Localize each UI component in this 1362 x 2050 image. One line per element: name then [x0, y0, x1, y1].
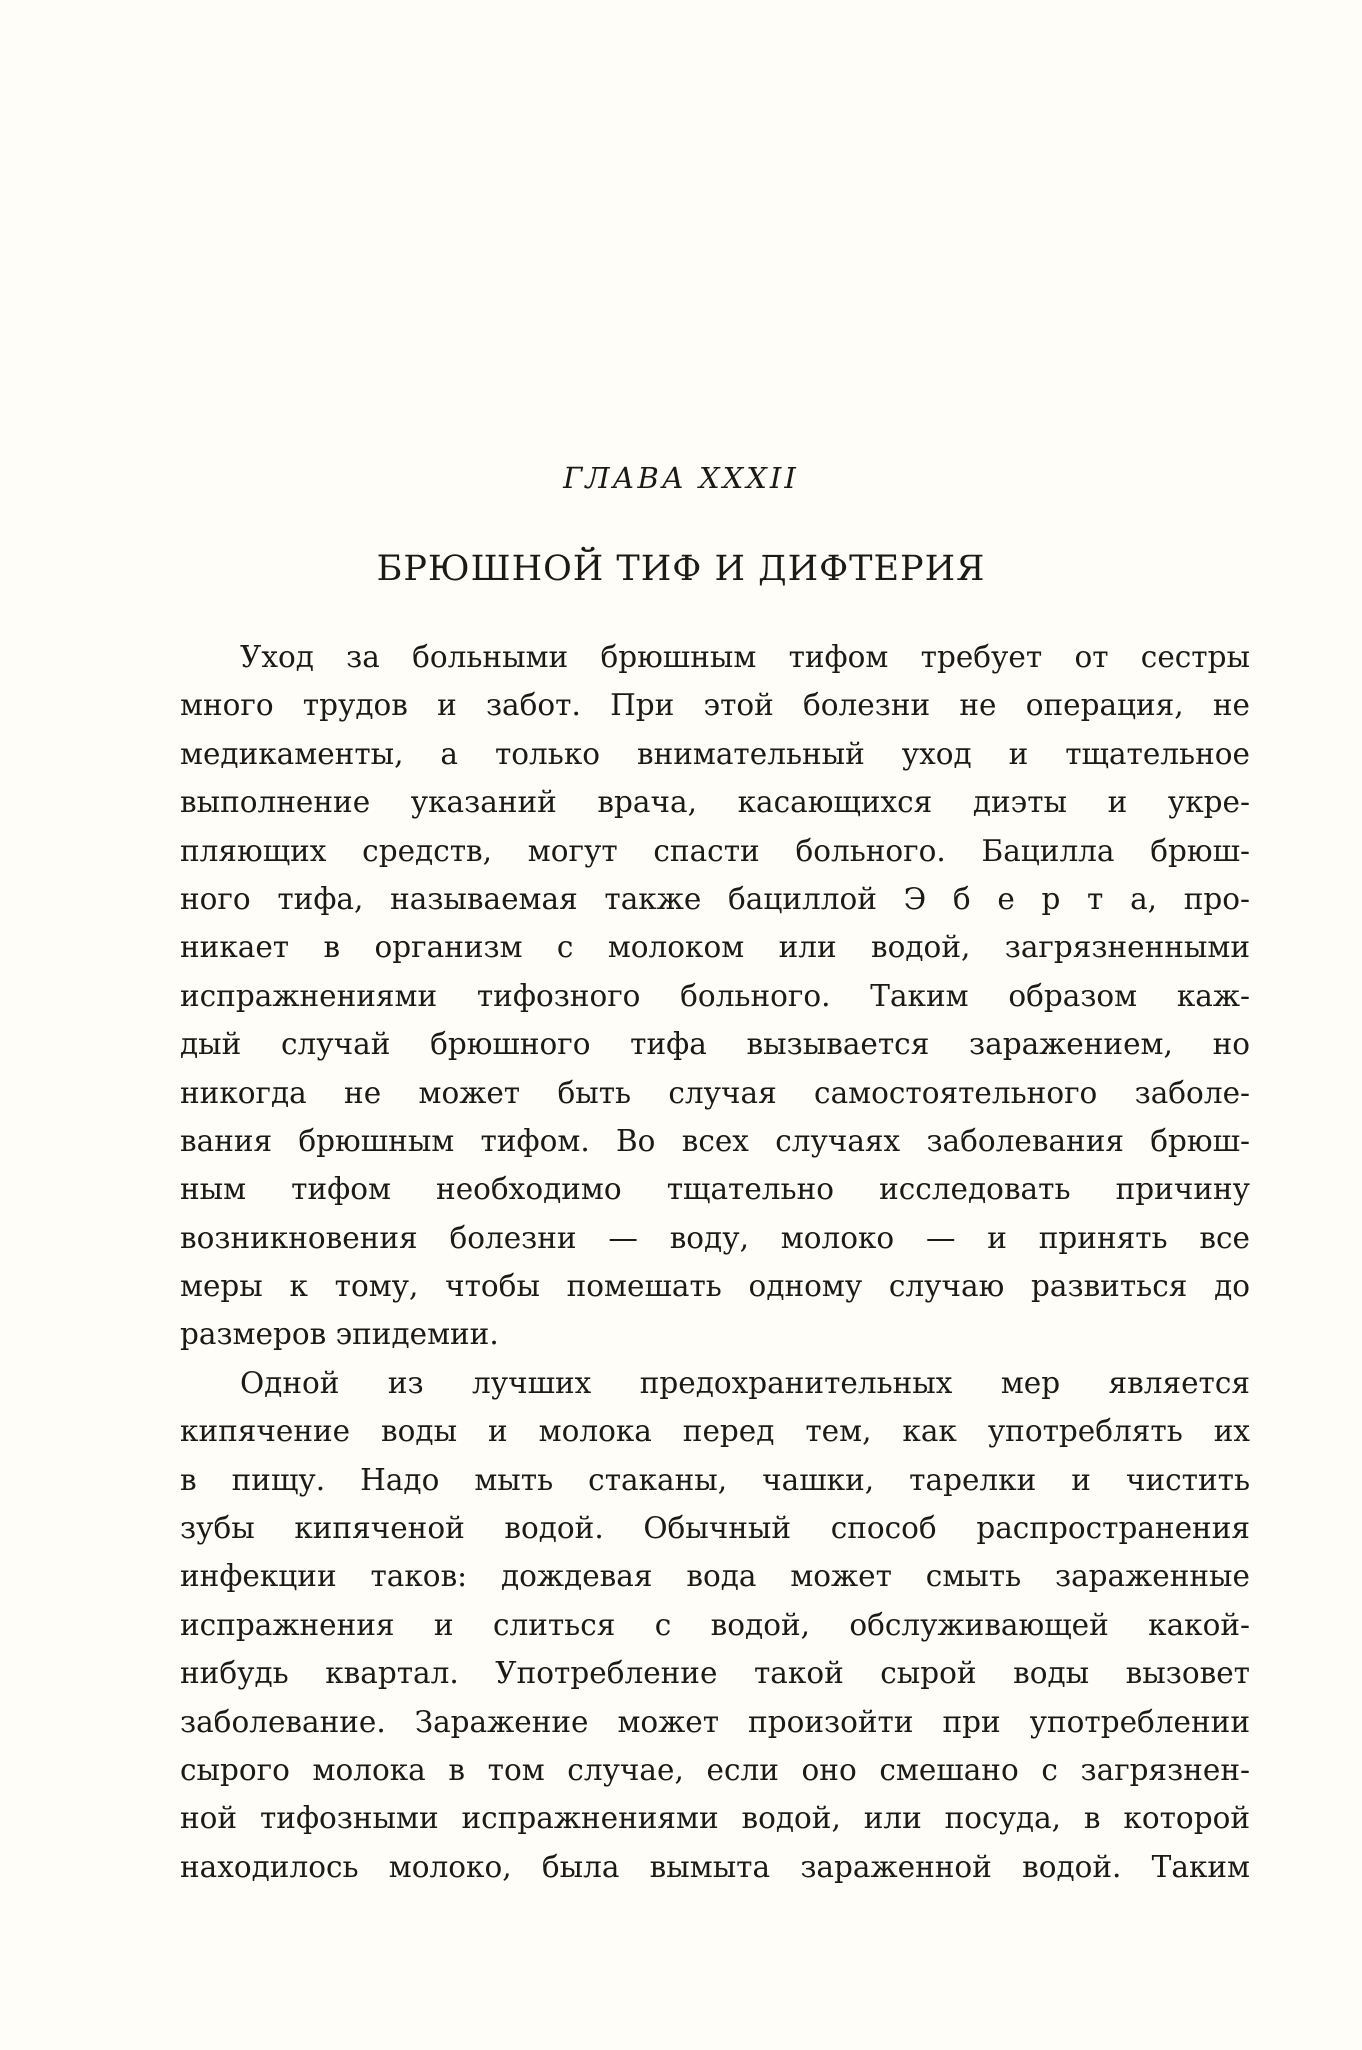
text-line: кипячение воды и молока перед тем, как употреблять их [180, 1414, 1250, 1449]
text-line: в пищу. Надо мыть стаканы, чашки, тарелки и чистить [180, 1462, 1250, 1497]
text-line: испражнения и слиться с водой, обслуживающей какой- [180, 1607, 1250, 1642]
text-line: Уход за больными брюшным тифом требует от сестры [240, 640, 1250, 674]
chapter-label: ГЛАВА XXXII [563, 461, 799, 495]
text-line: медикаменты, а только внимательный уход и тщательное [180, 736, 1250, 771]
text-line: нибудь квартал. Употребление такой сырой воды вызовет [180, 1656, 1250, 1691]
text-line: никает в организм с молоком или водой, загрязненными [180, 930, 1250, 965]
text-line: инфекции таков: дождевая вода может смыть зараженные [180, 1559, 1250, 1594]
text-line: зубы кипяченой водой. Обычный способ распространения [180, 1511, 1250, 1546]
chapter-title: БРЮШНОЙ ТИФ И ДИФТЕРИЯ [376, 549, 986, 589]
text-line: находилось молоко, была вымыта зараженной водой. Таким [180, 1849, 1250, 1884]
text-line: вания брюшным тифом. Во всех случаях заболевания брюш- [180, 1123, 1250, 1158]
text-line: дый случай брюшного тифа вызывается заражением, но [180, 1027, 1250, 1062]
paragraph [180, 633, 1250, 1359]
text-line: сырого молока в том случае, если оно смешано с загрязнен- [180, 1752, 1250, 1787]
paragraph [180, 1359, 1250, 1891]
text-line: испражнениями тифозного больного. Таким образом каж- [180, 978, 1250, 1013]
text-line: пляющих средств, могут спасти больного. Бацилла брюш- [180, 833, 1250, 868]
text-line: заболевание. Заражение может произойти при употреблении [180, 1704, 1250, 1739]
text-line: меры к тому, чтобы помешать одному случаю развиться до [180, 1269, 1250, 1304]
body-text [180, 633, 1250, 1891]
text-line: Одной из лучших предохранительных мер является [240, 1365, 1250, 1400]
text-line: выполнение указаний врача, касающихся диэты и укре- [180, 785, 1250, 820]
text-line: никогда не может быть случая самостоятельного заболе- [180, 1075, 1250, 1110]
text-line: ным тифом необходимо тщательно исследовать причину [180, 1172, 1250, 1207]
text-line: ного тифа, называемая также бациллой Э б е р т а, про- [180, 881, 1250, 916]
text-line: размеров эпидемии. [180, 1317, 499, 1352]
text-line: много трудов и забот. При этой болезни не операция, не [180, 688, 1250, 723]
text-line: возникновения болезни — воду, молоко — и принять все [180, 1220, 1250, 1255]
text-line: ной тифозными испражнениями водой, или посуда, в которой [180, 1801, 1250, 1836]
